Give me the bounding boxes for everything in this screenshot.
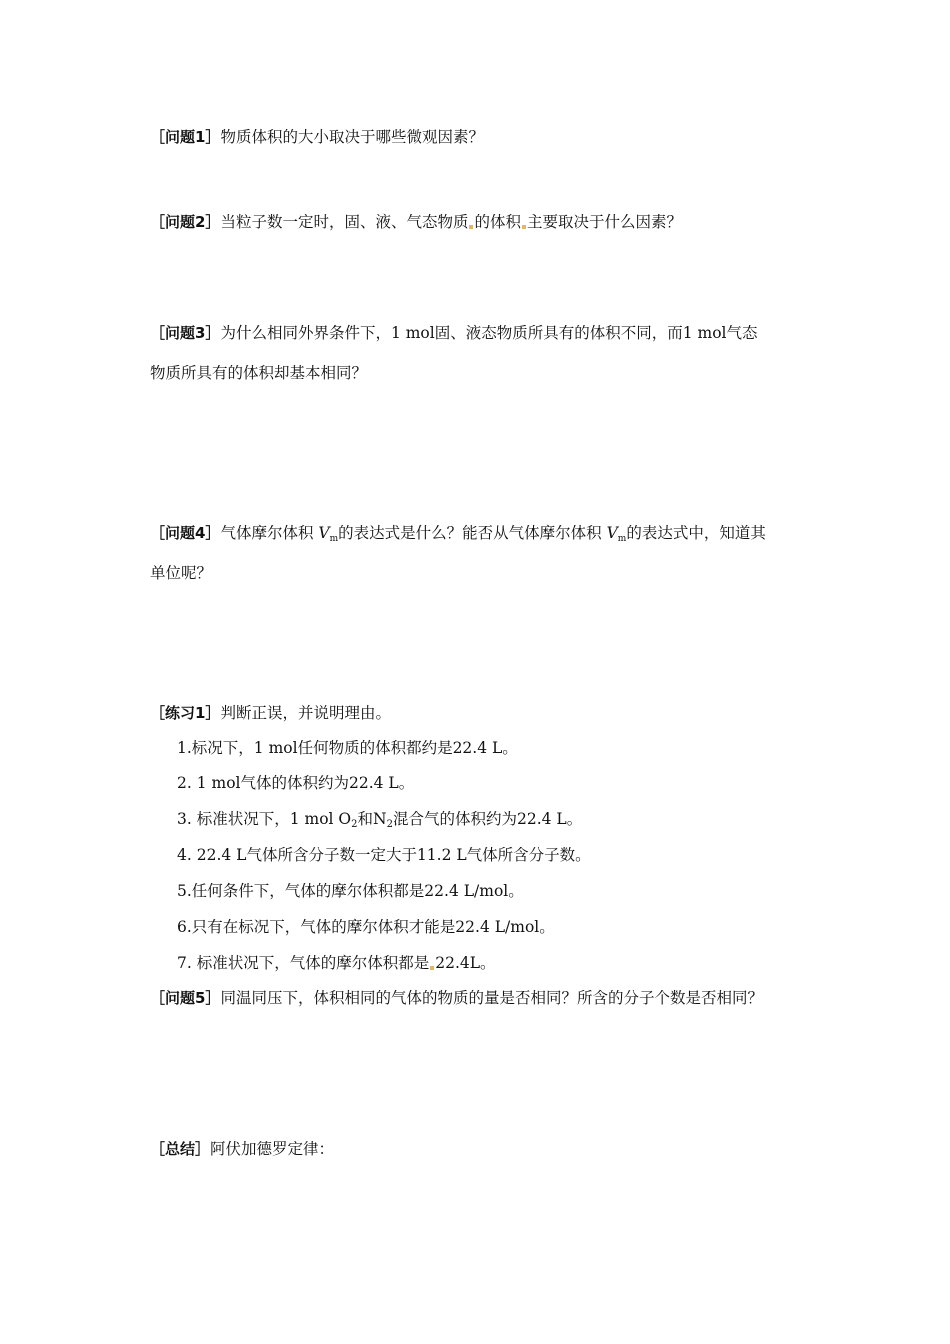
list-item-text-a: 7. 标准状况下，气体的摩尔体积都是 (177, 954, 430, 972)
question-3 (150, 326, 830, 342)
exercise-1-label: ［练习1］ (150, 704, 221, 722)
question-3-text: 为什么相同外界条件下，1 mol固、液态物质所具有的体积不同，而1 mol气态 (220, 324, 758, 342)
list-item-text-b: 22.4L。 (435, 954, 496, 972)
list-item: 5.任何条件下，气体的摩尔体积都是22.4 L/mol。 (177, 882, 524, 900)
exercise-1 (150, 706, 830, 722)
list-item: 6.只有在标况下，气体的摩尔体积才能是22.4 L/mol。 (177, 918, 555, 936)
question-2-text-a: 当粒子数一定时，固、液、气态物质 (220, 213, 469, 231)
question-1 (150, 130, 830, 146)
question-2 (150, 215, 830, 231)
vm-symbol: V (606, 524, 618, 542)
summary (150, 1142, 830, 1158)
question-1-label: ［问题1］ (150, 128, 221, 146)
list-item-text-c: 混合气的体积约为22.4 L。 (392, 810, 583, 828)
edit-mark (469, 225, 473, 229)
edit-mark (522, 225, 526, 229)
question-2-text-c: 主要取决于什么因素？ (526, 213, 682, 231)
question-1-text: 物质体积的大小取决于哪些微观因素？ (220, 128, 484, 146)
question-5-text: 同温同压下，体积相同的气体的物质的量是否相同？所含的分子个数是否相同？ (220, 989, 763, 1007)
vm-subscript: m (617, 534, 627, 544)
question-4 (150, 526, 830, 542)
question-4-label: ［问题4］ (150, 524, 221, 542)
list-item: 1.标况下，1 mol任何物质的体积都约是22.4 L。 (177, 739, 518, 757)
list-item (177, 812, 582, 828)
vm-symbol: V (318, 524, 330, 542)
question-4-text-c: 的表达式中，知道其 (626, 524, 766, 542)
question-5 (150, 991, 840, 1007)
o2-subscript: 2 (351, 819, 358, 830)
list-item: 2. 1 mol气体的体积约为22.4 L。 (177, 774, 415, 792)
summary-text: 阿伏加德罗定律： (210, 1140, 335, 1158)
question-4-text-b: 的表达式是什么？能否从气体摩尔体积 (338, 524, 607, 542)
question-2-label: ［问题2］ (150, 213, 221, 231)
list-item (177, 956, 496, 972)
list-item: 4. 22.4 L气体所含分子数一定大于11.2 L气体所含分子数。 (177, 846, 591, 864)
edit-mark (430, 966, 434, 970)
question-5-label: ［问题5］ (150, 989, 221, 1007)
list-item-text-a: 3. 标准状况下，1 mol O (177, 810, 352, 828)
question-3-line-2: 物质所具有的体积却基本相同？ (150, 364, 368, 382)
summary-label: ［总结］ (150, 1140, 211, 1158)
question-4-line-2: 单位呢？ (150, 564, 213, 582)
question-3-label: ［问题3］ (150, 324, 221, 342)
list-item-text-b: 和N (357, 810, 387, 828)
n2-subscript: 2 (386, 819, 393, 830)
question-2-text-b: 的体积 (474, 213, 521, 231)
vm-subscript: m (329, 534, 339, 544)
exercise-1-text: 判断正误，并说明理由。 (220, 704, 391, 722)
question-4-text-a: 气体摩尔体积 (220, 524, 319, 542)
